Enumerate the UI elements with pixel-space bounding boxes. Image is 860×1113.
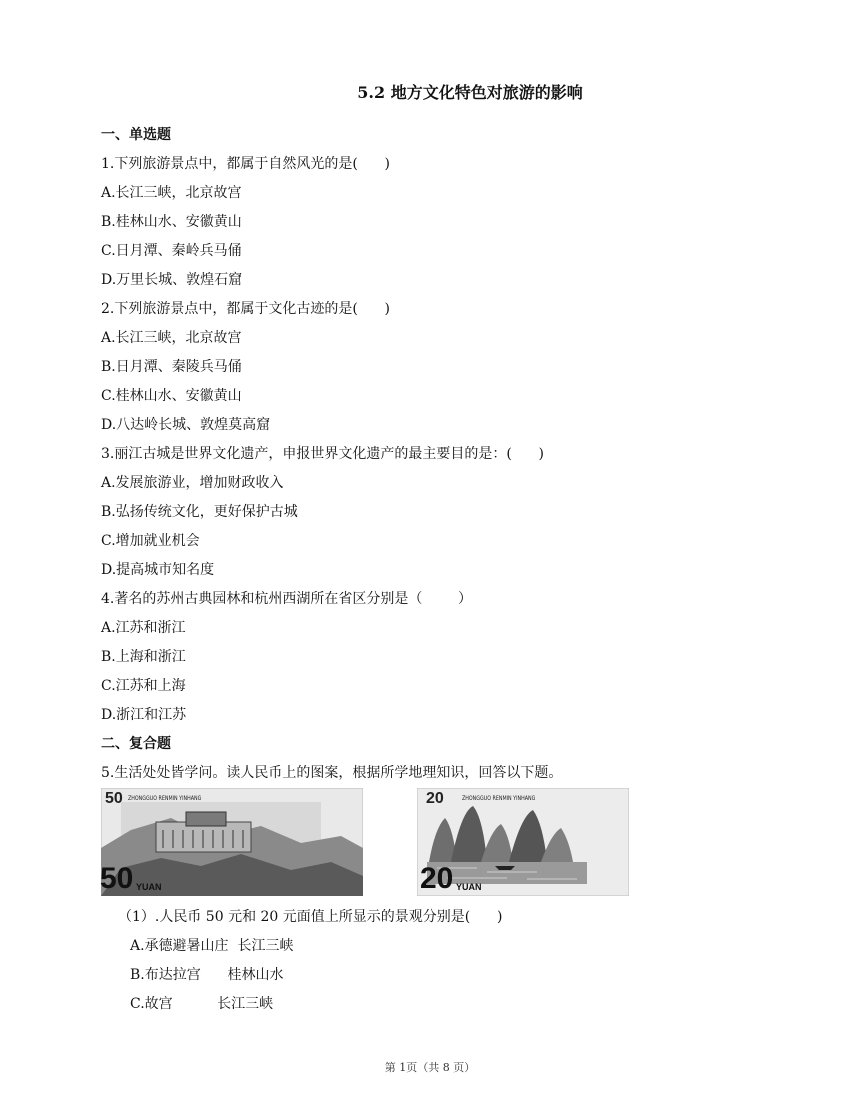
page-footer: 第 1页（共 8 页） [384, 1061, 476, 1074]
banknote-20-large-value: 20 [420, 862, 454, 895]
question-1-option-c: C.日月潭、秦岭兵马俑 [101, 243, 242, 259]
banknote-20-corner-value: 20 [426, 790, 444, 807]
question-2-option-a: A.长江三峡，北京故宫 [101, 330, 242, 346]
question-1-option-a: A.长江三峡，北京故宫 [101, 185, 242, 201]
question-1-stem: 1.下列旅游景点中，都属于自然风光的是( ) [101, 156, 390, 172]
question-5-sub-1-option-c: C.故宫 长江三峡 [130, 996, 274, 1012]
question-2-option-c: C.桂林山水、安徽黄山 [101, 388, 242, 404]
question-3-option-d: D.提高城市知名度 [101, 562, 215, 578]
question-2-stem: 2.下列旅游景点中，都属于文化古迹的是( ) [101, 301, 390, 317]
question-5-sub-1-option-a: A.承德避暑山庄 长江三峡 [130, 938, 294, 954]
banknote-50-unit: YUAN [136, 882, 162, 892]
banknote-50-large-value: 50 [100, 862, 134, 895]
question-3-option-c: C.增加就业机会 [101, 533, 200, 549]
section-heading-compound: 二、复合题 [101, 736, 171, 752]
question-3-option-a: A.发展旅游业，增加财政收入 [101, 475, 284, 491]
question-5-sub-1-stem: （1）.人民币 50 元和 20 元面值上所显示的景观分别是( ) [118, 909, 503, 925]
banknote-50-header: ZHONGGUO RENMIN YINHANG [128, 795, 202, 802]
question-4-option-a: A.江苏和浙江 [101, 620, 186, 636]
question-4-option-c: C.江苏和上海 [101, 678, 186, 694]
section-heading-single-choice: 一、单选题 [101, 127, 171, 143]
question-1-option-d: D.万里长城、敦煌石窟 [101, 272, 243, 288]
question-4-option-d: D.浙江和江苏 [101, 707, 187, 723]
question-2-option-b: B.日月潭、秦陵兵马俑 [101, 359, 242, 375]
question-2-option-d: D.八达岭长城、敦煌莫高窟 [101, 417, 271, 433]
banknote-50-corner-value: 50 [105, 790, 123, 807]
question-3-option-b: B.弘扬传统文化，更好保护古城 [101, 504, 298, 520]
question-4-stem: 4.著名的苏州古典园林和杭州西湖所在省区分别是（ ） [101, 591, 472, 607]
question-1-option-b: B.桂林山水、安徽黄山 [101, 214, 242, 230]
question-5-sub-1-option-b: B.布达拉宫 桂林山水 [130, 967, 284, 983]
page-title: 5.2 地方文化特色对旅游的影响 [357, 83, 583, 102]
question-3-stem: 3.丽江古城是世界文化遗产，申报世界文化遗产的最主要目的是：( ) [101, 446, 544, 462]
question-5-stem: 5.生活处处皆学问。读人民币上的图案，根据所学地理知识，回答以下题。 [101, 765, 563, 781]
banknote-20-header: ZHONGGUO RENMIN YINHANG [462, 795, 536, 802]
banknote-50-yuan-image [101, 788, 363, 896]
banknote-20-unit: YUAN [456, 882, 482, 892]
question-4-option-b: B.上海和浙江 [101, 649, 186, 665]
